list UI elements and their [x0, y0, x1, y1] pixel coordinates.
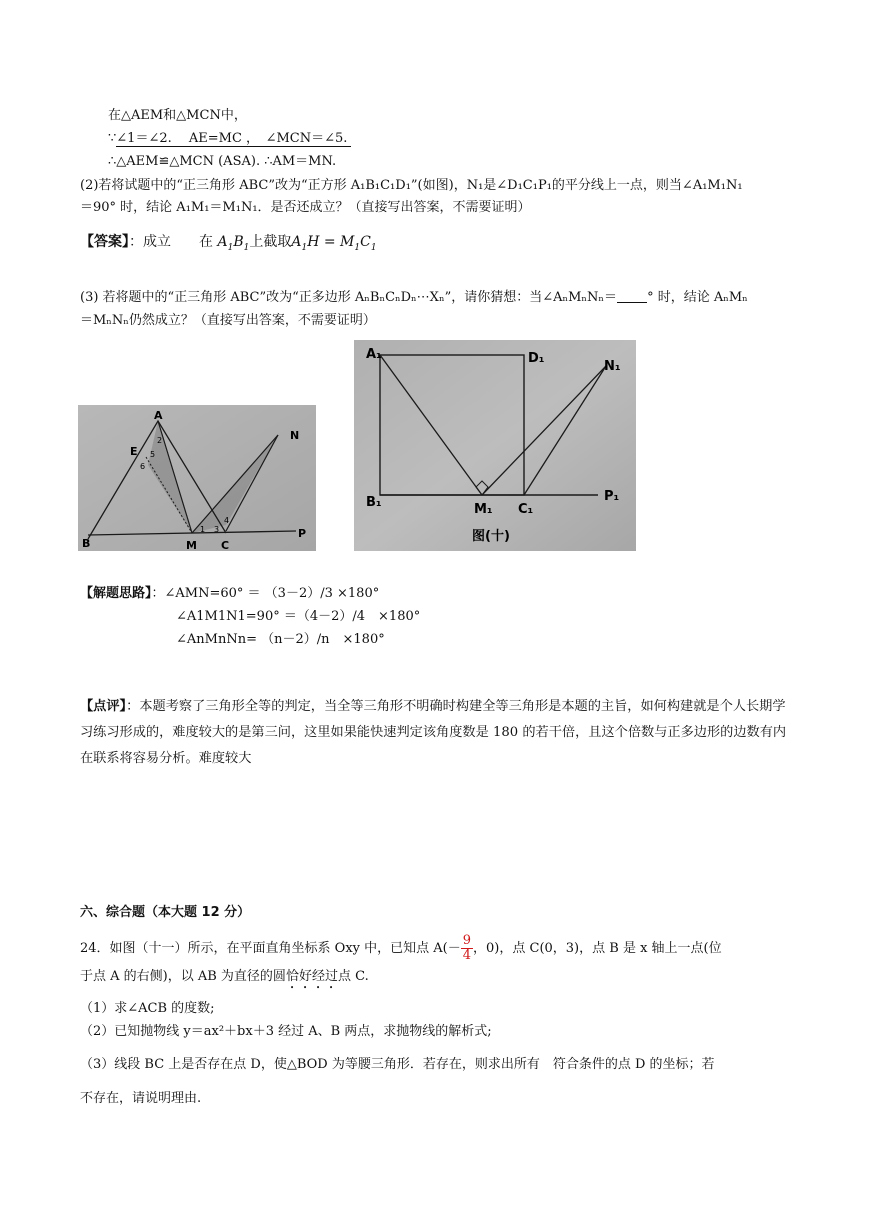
hint-line-1: 【解题思路】：∠AMN=60° ＝ （3－2）/3 ×180°	[80, 586, 380, 601]
label-p: P	[298, 527, 307, 540]
hint-line-2: ∠A1M1N1=90° ＝（4－2）/4 ×180°	[176, 609, 421, 624]
answer-mid: 上截取	[249, 234, 292, 250]
label-b1: B₁	[366, 495, 382, 510]
section-6-title: 六、综合题（本大题 12 分）	[80, 905, 251, 920]
question-24-sub-1: （1）求∠ACB 的度数;	[80, 1001, 215, 1016]
proof-line-2	[108, 130, 351, 148]
triangle-figure-svg	[78, 405, 316, 551]
square-figure-svg	[354, 340, 636, 551]
label-p1: P₁	[604, 489, 620, 504]
label-n: N	[290, 429, 300, 442]
proof-condition-1: ∠1＝∠2.	[116, 131, 172, 146]
angle-label-4: 4	[224, 516, 230, 525]
label-c: C	[221, 539, 230, 551]
label-m1: M₁	[474, 502, 493, 517]
proof-line-1: 在△AEM和△MCN中，	[108, 108, 247, 123]
proof-condition-3: ∠MCN＝∠5.	[265, 131, 348, 146]
answer-blank	[617, 290, 647, 303]
angle-label-3: 3	[214, 525, 220, 534]
angle-label-2: 2	[157, 436, 163, 445]
comment-paragraph: 【点评】：本题考察了三角形全等的判定，当全等三角形不明确时构建全等三角形是本题的主旨，如何构建就是个人长期学习练习形成的，难度较大的是第三问，这里如果能快速判定该角度数是 180 的若干倍，且这个倍数与正多边形的边数有内在联系将容易分析。难度较大	[80, 699, 787, 766]
proof-condition-2: AE=MC ，	[188, 131, 253, 146]
answer-formula-2: $A_1H = M_1C_1$	[291, 234, 377, 253]
answer-formula-1: $A_1B_1$	[217, 234, 250, 253]
label-n1: N₁	[604, 359, 621, 374]
label-a1: A₁	[366, 347, 382, 362]
label-a: A	[154, 409, 163, 422]
proof-line-3: ∴△AEM≌△MCN (ASA). ∴AM＝MN.	[108, 154, 337, 169]
angle-label-1: 1	[200, 525, 206, 534]
question-3-line-a: (3) 若将题中的“正三角形 ABC”改为“正多边形 AₙBₙCₙDₙ⋯Xₙ”，请你猜想：当∠AₙMₙNₙ＝ ° 时，结论 AₙMₙ	[80, 290, 748, 305]
angle-label-5: 5	[150, 450, 156, 459]
answer-label: 【答案】	[80, 234, 129, 250]
label-e: E	[130, 445, 138, 458]
question-24-sub-3a: （3）线段 BC 上是否存在点 D，使△BOD 为等腰三角形．若存在，则求出所有 符合条件的点 D 的坐标；若	[80, 1057, 715, 1072]
label-d1: D₁	[528, 351, 545, 366]
hint-line-3: ∠AnMnNn= （n－2）/n ×180°	[176, 632, 385, 647]
question-2-line-a: (2)若将试题中的“正三角形 ABC”改为“正方形 A₁B₁C₁D₁”(如图)，N₁是∠D₁C₁P₁的平分线上一点，则当∠A₁M₁N₁	[80, 178, 743, 193]
square-figure	[354, 340, 636, 551]
question-24-sub-3b: 不存在，请说明理由.	[80, 1091, 202, 1106]
triangle-figure	[78, 405, 316, 551]
fraction-nine-fourths: $\frac{9}{4}$	[462, 933, 472, 963]
hint-label: 【解题思路】	[80, 586, 152, 601]
question-24-sub-2: （2）已知抛物线 y＝ax²＋bx＋3 经过 A、B 两点，求抛物线的解析式;	[80, 1024, 492, 1039]
question-3-line-b: ＝MₙNₙ仍然成立？（直接写出答案，不需要证明）	[80, 313, 376, 328]
label-m: M	[186, 539, 197, 551]
label-b: B	[82, 537, 91, 550]
figure-caption: 图(十)	[472, 529, 510, 544]
question-2-line-b: ＝90° 时，结论 A₁M₁＝M₁N₁．是否还成立？（直接写出答案，不需要证明）	[80, 200, 531, 215]
answer-2	[80, 233, 377, 257]
question-24-line-a: 24．如图（十一）所示，在平面直角坐标系 Oxy 中，已知点 A(－ $\frac{9}{4}$ ，0)，点 C(0，3)，点 B 是 x 轴上一点(位	[80, 933, 722, 963]
label-c1: C₁	[518, 502, 534, 517]
comment-label: 【点评】	[80, 699, 127, 714]
question-24-line-b: 于点 A 的右侧)，以 AB 为直径的圆恰好经过点 C.	[80, 969, 369, 984]
because-symbol: ∵	[108, 131, 117, 146]
answer-text: ：成立 在	[129, 234, 213, 250]
angle-label-6: 6	[140, 462, 146, 471]
